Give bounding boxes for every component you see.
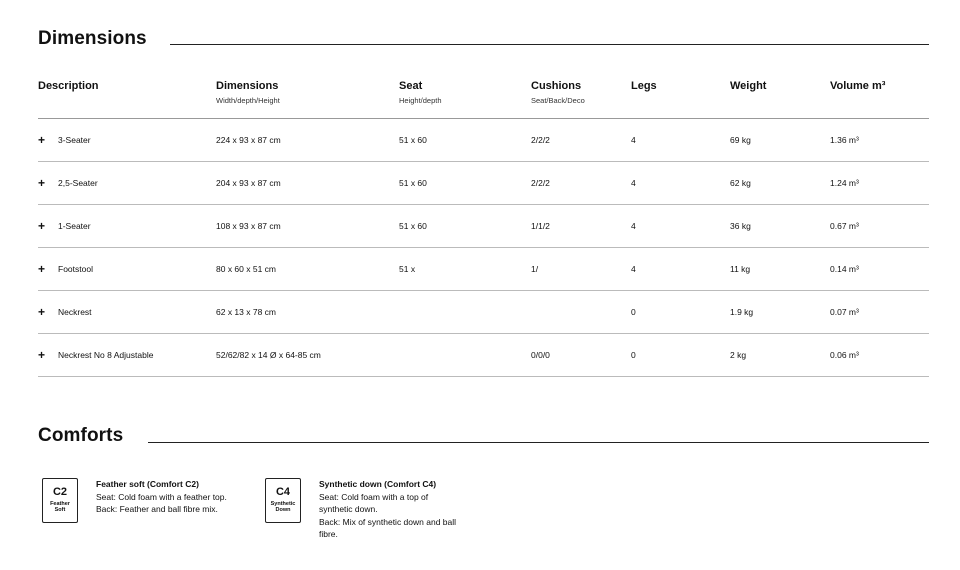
comfort-code: C2: [52, 486, 68, 498]
row-legs: 4: [631, 221, 636, 231]
row-dimensions: 224 x 93 x 87 cm: [216, 135, 281, 145]
row-volume: 0.07 m³: [830, 307, 859, 317]
row-dimensions: 52/62/82 x 14 Ø x 64-85 cm: [216, 350, 321, 360]
row-cushions: 2/2/2: [531, 178, 550, 188]
description-cell: [38, 177, 216, 189]
row-weight: 11 kg: [730, 264, 751, 274]
comfort-c2: [42, 478, 227, 523]
table-row: [38, 248, 929, 291]
table-row: [38, 162, 929, 205]
row-cushions: 0/0/0: [531, 350, 550, 360]
header-sublabel: Height/depth: [399, 96, 442, 105]
comfort-description: [319, 478, 456, 541]
header-label: Dimensions: [216, 80, 279, 92]
comfort-badge: [265, 478, 301, 523]
comfort-line: fibre.: [319, 529, 338, 539]
table-row: [38, 291, 929, 334]
header-label: Legs: [631, 80, 657, 92]
comfort-badge: [42, 478, 78, 523]
comfort-badge-label: Synthetic Down: [270, 501, 296, 514]
row-description: 1-Seater: [58, 221, 91, 231]
row-description: Neckrest No 8 Adjustable: [58, 350, 154, 360]
header-weight: [730, 80, 830, 118]
expand-plus-icon[interactable]: +: [38, 305, 46, 319]
description-cell: [38, 134, 216, 146]
table-row: [38, 205, 929, 248]
row-seat: 51 x 60: [399, 135, 427, 145]
comforts-title: Comforts: [38, 425, 124, 446]
expand-plus-icon[interactable]: +: [38, 133, 46, 147]
row-dimensions: 62 x 13 x 78 cm: [216, 307, 277, 317]
row-description: 3-Seater: [58, 135, 91, 145]
expand-plus-icon[interactable]: +: [38, 176, 46, 190]
header-dimensions: [216, 80, 399, 118]
row-legs: 4: [631, 178, 636, 188]
row-volume: 0.06 m³: [830, 350, 859, 360]
header-label: Cushions: [531, 80, 582, 92]
row-weight: 2 kg: [730, 350, 747, 360]
header-label: Description: [38, 80, 99, 92]
table-header: [38, 80, 929, 119]
description-cell: [38, 349, 216, 361]
table-row: [38, 119, 929, 162]
header-legs: [631, 80, 730, 118]
dimensions-heading: [38, 28, 147, 50]
row-legs: 4: [631, 135, 636, 145]
header-volume: [830, 80, 929, 118]
row-description: Footstool: [58, 264, 93, 274]
row-weight: 62 kg: [730, 178, 751, 188]
comfort-badge-label: Feather Soft: [50, 501, 70, 514]
row-legs: 4: [631, 264, 636, 274]
description-cell: [38, 306, 216, 318]
row-dimensions: 108 x 93 x 87 cm: [216, 221, 281, 231]
row-volume: 0.14 m³: [830, 264, 859, 274]
row-volume: 1.36 m³: [830, 135, 859, 145]
row-weight: 36 kg: [730, 221, 751, 231]
table-row: [38, 334, 929, 377]
row-cushions: 1/1/2: [531, 221, 550, 231]
row-legs: 0: [631, 307, 636, 317]
row-dimensions: 80 x 60 x 51 cm: [216, 264, 277, 274]
row-seat: 51 x 60: [399, 178, 427, 188]
header-sublabel: Width/depth/Height: [216, 96, 280, 105]
expand-plus-icon[interactable]: +: [38, 262, 46, 276]
row-volume: 1.24 m³: [830, 178, 859, 188]
row-description: Neckrest: [58, 307, 92, 317]
comforts-heading: [38, 425, 123, 447]
header-label: Volume m³: [830, 80, 886, 92]
header-description: [38, 80, 216, 118]
comfort-title: Feather soft (Comfort C2): [96, 479, 199, 489]
row-description: 2,5-Seater: [58, 178, 98, 188]
description-cell: [38, 220, 216, 232]
row-legs: 0: [631, 350, 636, 360]
header-label: Seat: [399, 80, 423, 92]
comfort-code: C4: [275, 486, 291, 498]
dimensions-title: Dimensions: [38, 28, 147, 49]
description-cell: [38, 263, 216, 275]
header-cushions: [531, 80, 631, 118]
expand-plus-icon[interactable]: +: [38, 219, 46, 233]
header-seat: [399, 80, 531, 118]
row-dimensions: 204 x 93 x 87 cm: [216, 178, 281, 188]
comfort-line: Back: Feather and ball fibre mix.: [96, 504, 218, 514]
row-seat: 51 x 60: [399, 221, 427, 231]
comfort-description: [96, 478, 227, 523]
comfort-title: Synthetic down (Comfort C4): [319, 479, 437, 489]
row-weight: 1.9 kg: [730, 307, 754, 317]
row-volume: 0.67 m³: [830, 221, 859, 231]
row-seat: 51 x: [399, 264, 416, 274]
header-label: Weight: [730, 80, 767, 92]
dimensions-table: [38, 80, 929, 377]
expand-plus-icon[interactable]: +: [38, 348, 46, 362]
comfort-line: Back: Mix of synthetic down and ball: [319, 516, 457, 527]
comforts-divider: [148, 442, 929, 443]
comfort-line: Seat: Cold foam with a feather top.: [96, 491, 227, 502]
dimensions-divider: [170, 44, 929, 45]
comfort-line: Seat: Cold foam with a top of: [319, 491, 429, 502]
row-weight: 69 kg: [730, 135, 751, 145]
row-cushions: 1/: [531, 264, 539, 274]
row-cushions: 2/2/2: [531, 135, 550, 145]
comfort-c4: [265, 478, 456, 541]
header-sublabel: Seat/Back/Deco: [531, 96, 585, 105]
comfort-line: synthetic down.: [319, 504, 378, 514]
